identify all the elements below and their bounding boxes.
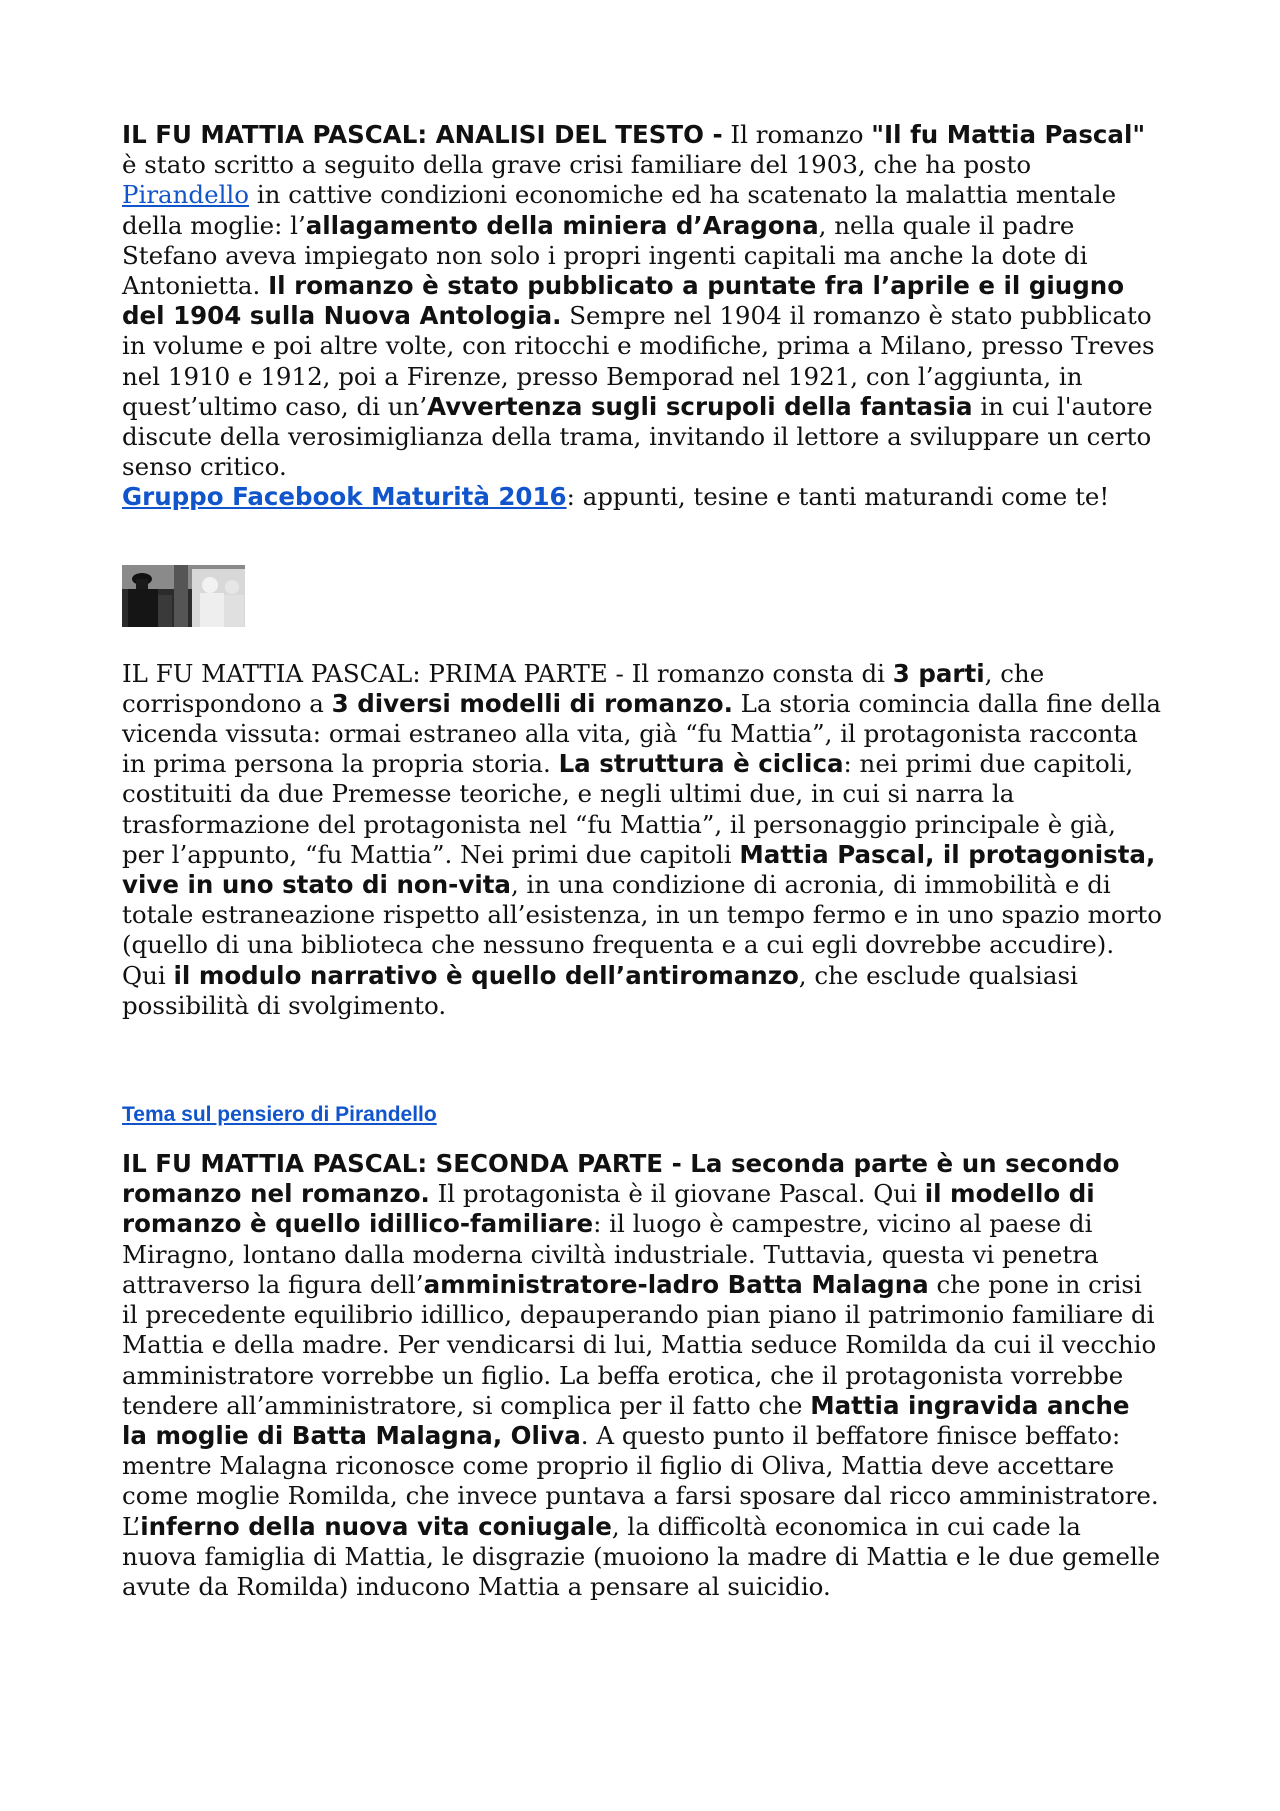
text: La storia comincia dalla fine della vicenda vissuta: ormai estraneo alla vita, già “fu Mattia”, il protagonista racconta in prima persona la propria storia. bbox=[122, 688, 1161, 779]
bold-text: il modulo narrativo è quello dell’antiromanzo bbox=[173, 960, 799, 990]
text: , la difficoltà economica in cui cade la nuova famiglia di Mattia, le disgrazie (muoiono la madre di Mattia e le due gemelle avute da Romilda) inducono Mattia a pensare al suicidio. bbox=[122, 1511, 1161, 1601]
bold-text: Mattia Pascal, il protagonista, vive in uno stato di non-vita bbox=[122, 839, 1156, 900]
bold-text: amministratore-ladro Batta Malagna bbox=[423, 1269, 929, 1299]
bold-text: Il romanzo è stato pubblicato a puntate fra l’aprile e il giugno del 1904 sulla Nuova Antologia. bbox=[122, 271, 1125, 331]
text: . A questo punto il beffatore finisce beffato: mentre Malagna riconosce come proprio il figlio di Oliva, Mattia deve accettare come moglie Romilda, che invece puntava a farsi sposare dal ricco amministratore. L’ bbox=[122, 1420, 1159, 1541]
document-page bbox=[122, 120, 1162, 1602]
text: in cui l'autore discute della verosimiglianza della trama, invitando il lettore a sviluppare un certo senso critico. bbox=[122, 391, 1153, 482]
text: , che corrispondono a bbox=[122, 658, 1045, 718]
bold-text: "Il fu Mattia Pascal" bbox=[871, 120, 1146, 149]
paragraph-prima-parte bbox=[122, 659, 1162, 1021]
text: , che esclude qualsiasi possibilità di svolgimento. bbox=[122, 960, 1078, 1020]
text: Il protagonista è il giovane Pascal. Qui bbox=[429, 1179, 925, 1209]
bold-text: il modello di romanzo è quello idillico-familiare bbox=[122, 1179, 1095, 1239]
text: , nella quale il padre Stefano aveva impiegato non solo i propri ingenti capitali ma anche la dote di Antonietta. bbox=[122, 210, 1088, 301]
text: IL FU MATTIA PASCAL: PRIMA PARTE - Il romanzo consta di bbox=[122, 658, 893, 688]
bold-text: Avvertenza sugli scrupoli della fantasia bbox=[427, 391, 973, 421]
paragraph-facebook bbox=[122, 482, 1162, 512]
text: : il luogo è campestre, vicino al paese di Miragno, lontano dalla moderna civiltà industriale. Tuttavia, questa vi penetra attraverso la figura dell’ bbox=[122, 1209, 1099, 1299]
text: è stato scritto a seguito della grave crisi familiare del 1903, che ha posto bbox=[122, 150, 1032, 180]
facebook-group-link[interactable]: Gruppo Facebook Maturità 2016 bbox=[122, 482, 567, 512]
bold-text: 3 parti bbox=[892, 658, 985, 688]
bold-text: allagamento della miniera d’Aragona bbox=[305, 210, 819, 240]
text: Il romanzo bbox=[722, 120, 872, 149]
text: , in una condizione di acronia, di immobilità e di totale estraneazione rispetto all’esistenza, in un tempo fermo e in uno spazio morto (quello di una biblioteca che nessuno frequenta e a cui egli dovrebbe accudire). Qui bbox=[122, 870, 1162, 990]
paragraph-analisi bbox=[122, 120, 1162, 482]
bold-text: inferno della nuova vita coniugale bbox=[140, 1511, 612, 1541]
section-heading-analisi: IL FU MATTIA PASCAL: ANALISI DEL TESTO - bbox=[122, 120, 723, 149]
tema-pirandello-link[interactable]: Tema sul pensiero di Pirandello bbox=[122, 1103, 437, 1127]
bold-text: Mattia ingravida anche la moglie di Batta Malagna, Oliva bbox=[122, 1390, 1130, 1450]
text: che pone in crisi il precedente equilibrio idillico, depauperando pian piano il patrimonio familiare di Mattia e della madre. Per vendicarsi di lui, Mattia seduce Romilda da cui il vecchio amministratore vorrebbe un figlio. La beffa erotica, che il protagonista vorrebbe tendere all’amministratore, si complica per il fatto che bbox=[122, 1269, 1157, 1420]
bold-text: 3 diversi modelli di romanzo. bbox=[331, 688, 733, 718]
text: : appunti, tesine e tanti maturandi come te! bbox=[566, 482, 1110, 512]
pirandello-link[interactable]: Pirandello bbox=[122, 180, 250, 210]
magritte-image bbox=[122, 565, 245, 627]
paragraph-seconda-parte bbox=[122, 1149, 1162, 1602]
bold-text: IL FU MATTIA PASCAL: SECONDA PARTE - La seconda parte è un secondo romanzo nel romanzo. bbox=[122, 1149, 1120, 1209]
bold-text: La struttura è ciclica bbox=[558, 749, 844, 779]
text: : nei primi due capitoli, costituiti da due Premesse teoriche, e negli ultimi due, in cui si narra la trasformazione del protagonista nel “fu Mattia”, il personaggio principale è già, per l’appunto, “fu Mattia”. Nei primi due capitoli bbox=[122, 749, 1134, 869]
text: Sempre nel 1904 il romanzo è stato pubblicato in volume e poi altre volte, con ritocchi e modifiche, prima a Milano, presso Treves nel 1910 e 1912, poi a Firenze, presso Bemporad nel 1921, con l’aggiunta, in quest’ultimo caso, di un’ bbox=[122, 301, 1155, 421]
text: in cattive condizioni economiche ed ha scatenato la malattia mentale della moglie: l’ bbox=[122, 180, 1117, 240]
